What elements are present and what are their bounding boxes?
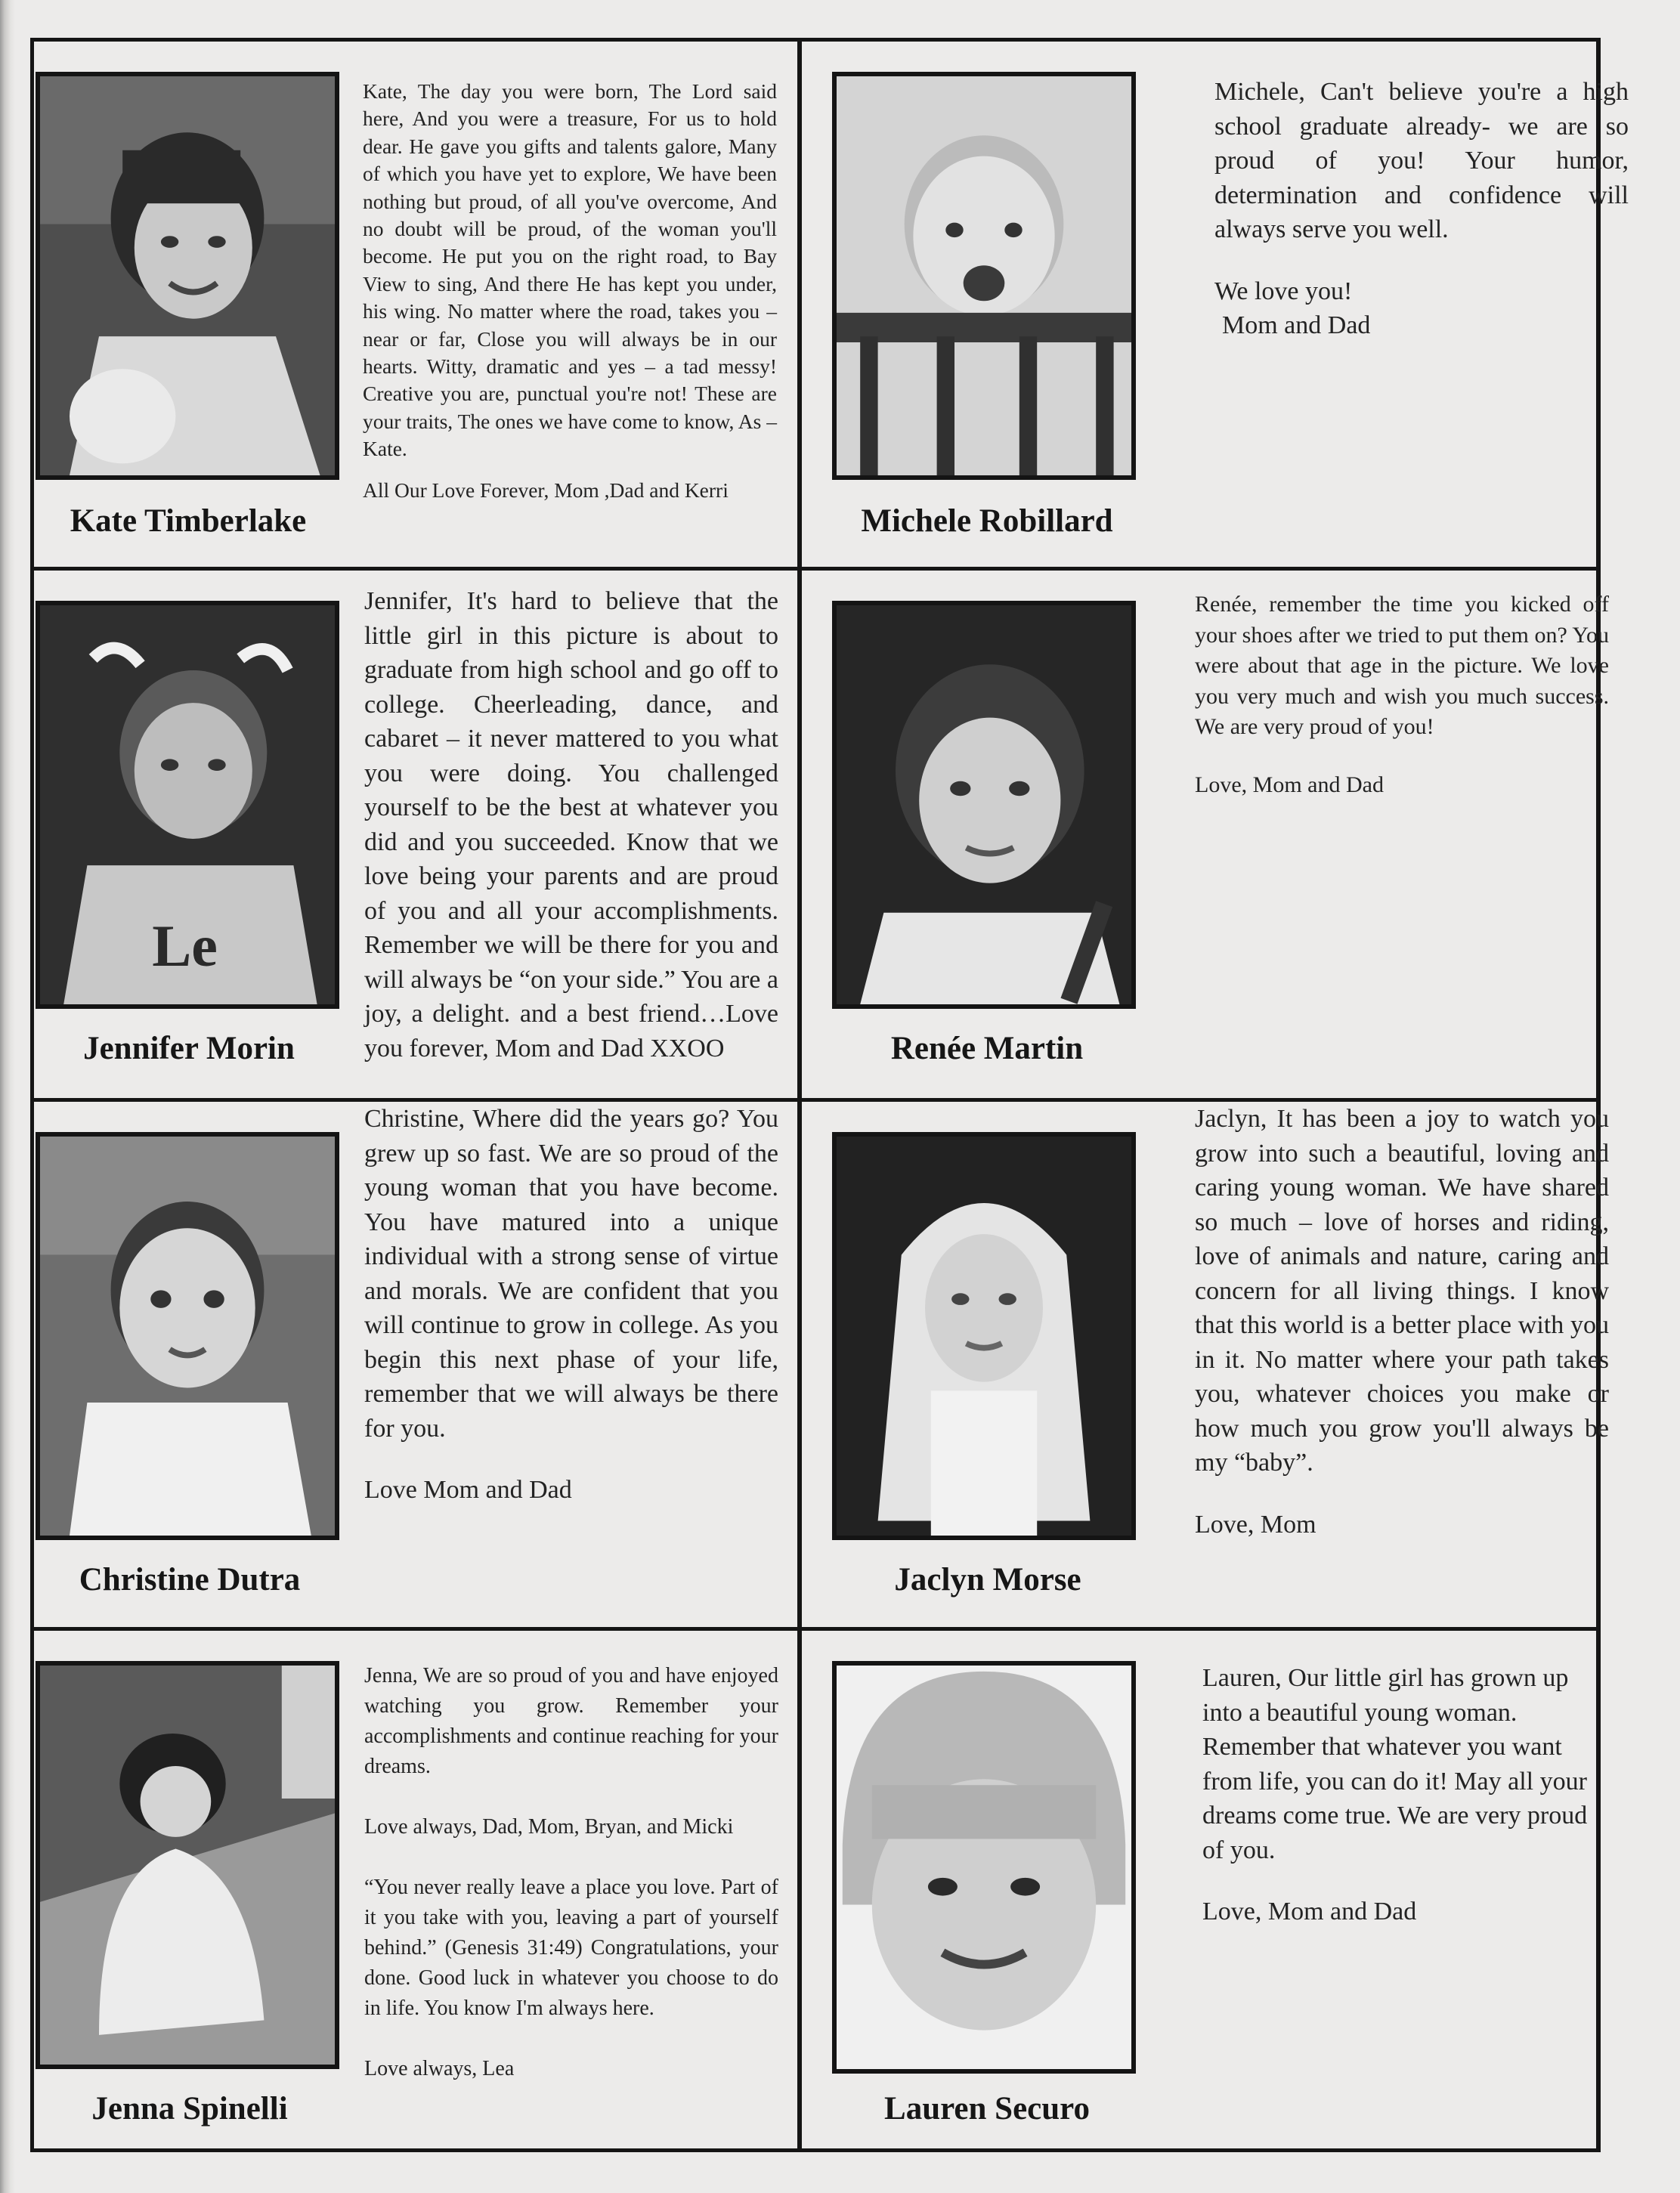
message-signature: Love Mom and Dad — [364, 1476, 572, 1504]
message-signature: Mom and Dad — [1222, 311, 1371, 339]
tribute-message — [1195, 589, 1609, 800]
tribute-message — [1195, 1102, 1609, 1542]
tribute-jenna-spinelli — [34, 1631, 797, 2160]
tribute-message — [363, 78, 777, 504]
baby-photo — [832, 601, 1136, 1009]
message-text: We love you! — [1214, 277, 1353, 305]
message-text: Michele, Can't believe you're a high school graduate already- we are so proud of you! Your humor, determination and confidence will always serve you well. — [1214, 78, 1629, 243]
tribute-message — [364, 1102, 778, 1508]
message-text: “You never really leave a place you love. Part of it you take with you, leaving a part of yourself behind.” (Genesis 31:49) Congratulations, your done. Good luck in whatever you choose to do in life. You know I'm always here. — [364, 1876, 778, 2020]
baby-photo — [832, 1132, 1136, 1540]
tribute-message — [364, 1661, 778, 2084]
message-text: Christine, Where did the years go? You grew up so fast. We are so proud of the young woman that you have become. You have matured into a unique individual with a strong sense of virtue and morals. We are confident that you will continue to grow in college. As you begin this next phase of your life, remember that we will always be there for you. — [364, 1105, 778, 1443]
message-text: Jaclyn, It has been a joy to watch you grow into such a beautiful, loving and caring young woman. We have shared so much – love of horses and riding, love of animals and nature, caring and concern for all living things. I know that this world is a better place with you in it. No matter where your path takes you, whatever choices you make or how much you grow you'll always be my “baby”. — [1195, 1105, 1609, 1477]
message-text: Kate, The day you were born, The Lord said here, And you were a treasure, For us to hold dear. He gave you gifts and talents galore, Many of which you have yet to explore, We have been nothing but proud, of all you've overcome, And no doubt will be proud, of the woman you'll become. He put you on the right road, to Bay View to sing, And there He has kept you under, his wing. No matter where the road, takes you – near or far, Close you will always be in our hearts. Witty, dramatic and yes – a tad messy! Creative you are, punctual you're not! These are your traits, The ones we have come to know, As – Kate. — [363, 79, 777, 461]
baby-photo — [36, 601, 339, 1009]
baby-photo — [832, 72, 1136, 480]
message-signature: Love always, Dad, Mom, Bryan, and Micki — [364, 1815, 734, 1839]
message-text: Lauren, Our little girl has grown up into a beautiful young woman. Remember that whatever you want from life, you can do it! May all your dreams come true. We are very proud of you. — [1202, 1664, 1588, 1864]
baby-photo — [36, 72, 339, 480]
baby-photo — [832, 1661, 1136, 2074]
tribute-lauren-securo — [802, 1631, 1588, 2160]
student-name: Kate Timberlake — [70, 503, 307, 539]
student-name: Jaclyn Morse — [894, 1562, 1081, 1598]
tribute-kate-timberlake — [34, 42, 797, 571]
tribute-jennifer-morin — [34, 571, 797, 1100]
message-signature: Love, Mom — [1195, 1510, 1316, 1539]
message-signature: Love, Mom and Dad — [1202, 1898, 1417, 1925]
message-signature: Love, Mom and Dad — [1195, 772, 1384, 797]
tribute-message — [1214, 75, 1629, 343]
student-name: Renée Martin — [890, 1031, 1084, 1066]
tribute-michele-robillard — [802, 42, 1629, 571]
student-name: Christine Dutra — [79, 1562, 301, 1598]
baby-photo — [36, 1132, 339, 1540]
tribute-grid — [30, 38, 1629, 2152]
tribute-jaclyn-morse — [802, 1102, 1609, 1631]
message-text: Jennifer, It's hard to believe that the little girl in this picture is about to graduate from high school and go off to college. Cheerleading, dance, and cabaret – it never mattered to you what you were doing. You challenged yourself to be the best at whatever you did and you succeeded. Know that we love being your parents and are proud of you and all your accomplishments. Remember we will be there for you and will always be “on your side.” You are a joy, a delight. and a best friend…Love you forever, Mom and Dad XXOO — [364, 587, 778, 1062]
tribute-message — [364, 584, 778, 1066]
student-name: Lauren Securo — [884, 2091, 1090, 2126]
binding-edge — [0, 0, 15, 2193]
svg-text:Le: Le — [152, 913, 218, 979]
message-signature: Love always, Lea — [364, 2057, 515, 2080]
tribute-christine-dutra — [34, 1102, 797, 1631]
baby-photo — [36, 1661, 339, 2069]
student-name: Michele Robillard — [861, 503, 1113, 539]
tribute-message — [1202, 1661, 1595, 1929]
message-signature: All Our Love Forever, Mom ,Dad and Kerri — [363, 478, 729, 502]
student-name: Jennifer Morin — [83, 1031, 295, 1066]
message-text: Jenna, We are so proud of you and have enjoyed watching you grow. Remember your accomplishments and continue reaching for your dreams. — [364, 1664, 778, 1778]
tribute-renee-martin — [802, 571, 1609, 1100]
message-text: Renée, remember the time you kicked off your shoes after we tried to put them on? You were about that age in the picture. We love you very much and wish you much success. We are very proud of you! — [1195, 592, 1609, 739]
student-name: Jenna Spinelli — [91, 2091, 288, 2126]
